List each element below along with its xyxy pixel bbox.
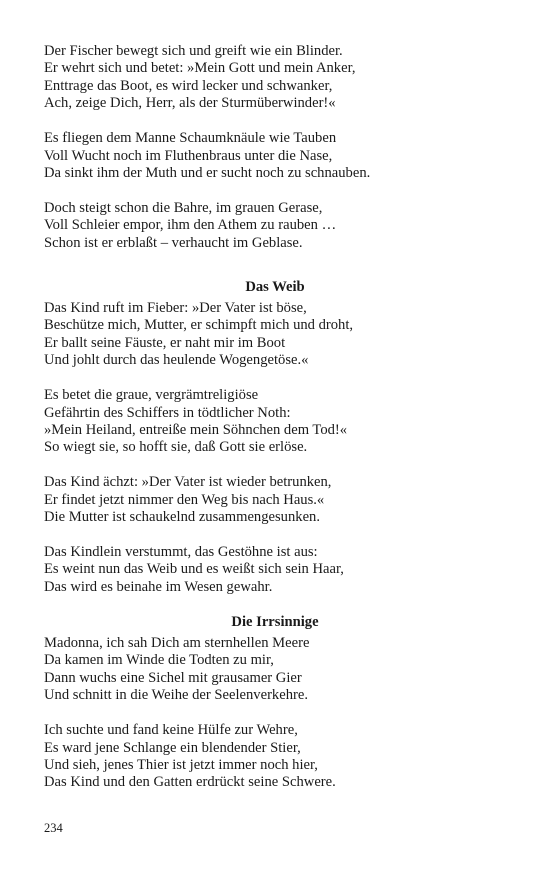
verse-line: Das Kind und den Gatten erdrückt seine Schwere. xyxy=(44,774,336,791)
verse-line: Das Kindlein verstummt, das Gestöhne ist aus: xyxy=(44,543,318,560)
verse-line: »Mein Heiland, entreiße mein Söhnchen dem Tod!« xyxy=(44,421,348,438)
verse-line: Der Fischer bewegt sich und greift wie ein Blinder. xyxy=(44,43,343,59)
verse-line: Es fliegen dem Manne Schaumknäule wie Tauben xyxy=(44,130,337,147)
verse-line: Beschütze mich, Mutter, er schimpft mich und droht, xyxy=(44,317,354,334)
verse-line: Er wehrt sich und betet: »Mein Gott und mein Anker, xyxy=(44,60,356,77)
verse-line: Es weint nun das Weib und es weißt sich sein Haar, xyxy=(44,561,344,578)
verse-line: Er findet jetzt nimmer den Weg bis nach Haus.« xyxy=(44,491,325,508)
verse-line: Es ward jene Schlange ein blendender Stier, xyxy=(44,739,301,756)
poem-das-weib xyxy=(44,300,514,596)
verse-line: Voll Schleier empor, ihm den Athem zu rauben … xyxy=(44,217,337,234)
verse-line: Es betet die graue, vergrämtreligiöse xyxy=(44,387,259,404)
stanza xyxy=(44,544,514,596)
verse-line: Das wird es beinahe im Wesen gewahr. xyxy=(44,578,273,595)
stanza xyxy=(44,635,514,705)
poem-continuation xyxy=(44,43,514,252)
verse-line: Ach, zeige Dich, Herr, als der Sturmüberwinder!« xyxy=(44,95,336,112)
poem-die-irrsinnige xyxy=(44,635,514,792)
verse-line: Und johlt durch das heulende Wogengetöse.« xyxy=(44,352,309,369)
verse-line: Und schnitt in die Weihe der Seelenverkehre. xyxy=(44,687,308,704)
verse-line: Das Kind ruft im Fieber: »Der Vater ist böse, xyxy=(44,300,307,316)
verse-line: Madonna, ich sah Dich am sternhellen Meere xyxy=(44,635,310,651)
stanza xyxy=(44,200,514,252)
verse-line: Das Kind ächzt: »Der Vater ist wieder betrunken, xyxy=(44,474,332,491)
stanza xyxy=(44,474,514,526)
stanza xyxy=(44,300,514,370)
page-number: 234 xyxy=(44,821,63,835)
verse-line: Gefährtin des Schiffers in tödtlicher Noth: xyxy=(44,404,291,421)
verse-line: Dann wuchs eine Sichel mit grausamer Gier xyxy=(44,669,302,686)
stanza xyxy=(44,387,514,457)
stanza xyxy=(44,43,514,113)
verse-line: Voll Wucht noch im Fluthenbraus unter die Nase, xyxy=(44,147,333,164)
verse-line: Schon ist er erblaßt – verhaucht im Geblase. xyxy=(44,234,303,251)
verse-line: Da kamen im Winde die Todten zu mir, xyxy=(44,652,274,669)
poem-title: Das Weib xyxy=(245,279,305,295)
verse-line: Ich suchte und fand keine Hülfe zur Wehre, xyxy=(44,722,298,739)
verse-line: Und sieh, jenes Thier ist jetzt immer noch hier, xyxy=(44,756,318,773)
poem-title: Die Irrsinnige xyxy=(231,614,319,630)
stanza xyxy=(44,130,514,182)
verse-line: Enttrage das Boot, es wird lecker und schwanker, xyxy=(44,77,333,94)
stanza xyxy=(44,722,514,792)
verse-line: Doch steigt schon die Bahre, im grauen Gerase, xyxy=(44,199,323,216)
verse-line: Er ballt seine Fäuste, er naht mir im Boot xyxy=(44,334,286,351)
verse-line: Da sinkt ihm der Muth und er sucht noch zu schnauben. xyxy=(44,164,371,181)
verse-line: So wiegt sie, so hofft sie, daß Gott sie erlöse. xyxy=(44,439,308,456)
verse-line: Die Mutter ist schaukelnd zusammengesunken. xyxy=(44,509,320,526)
